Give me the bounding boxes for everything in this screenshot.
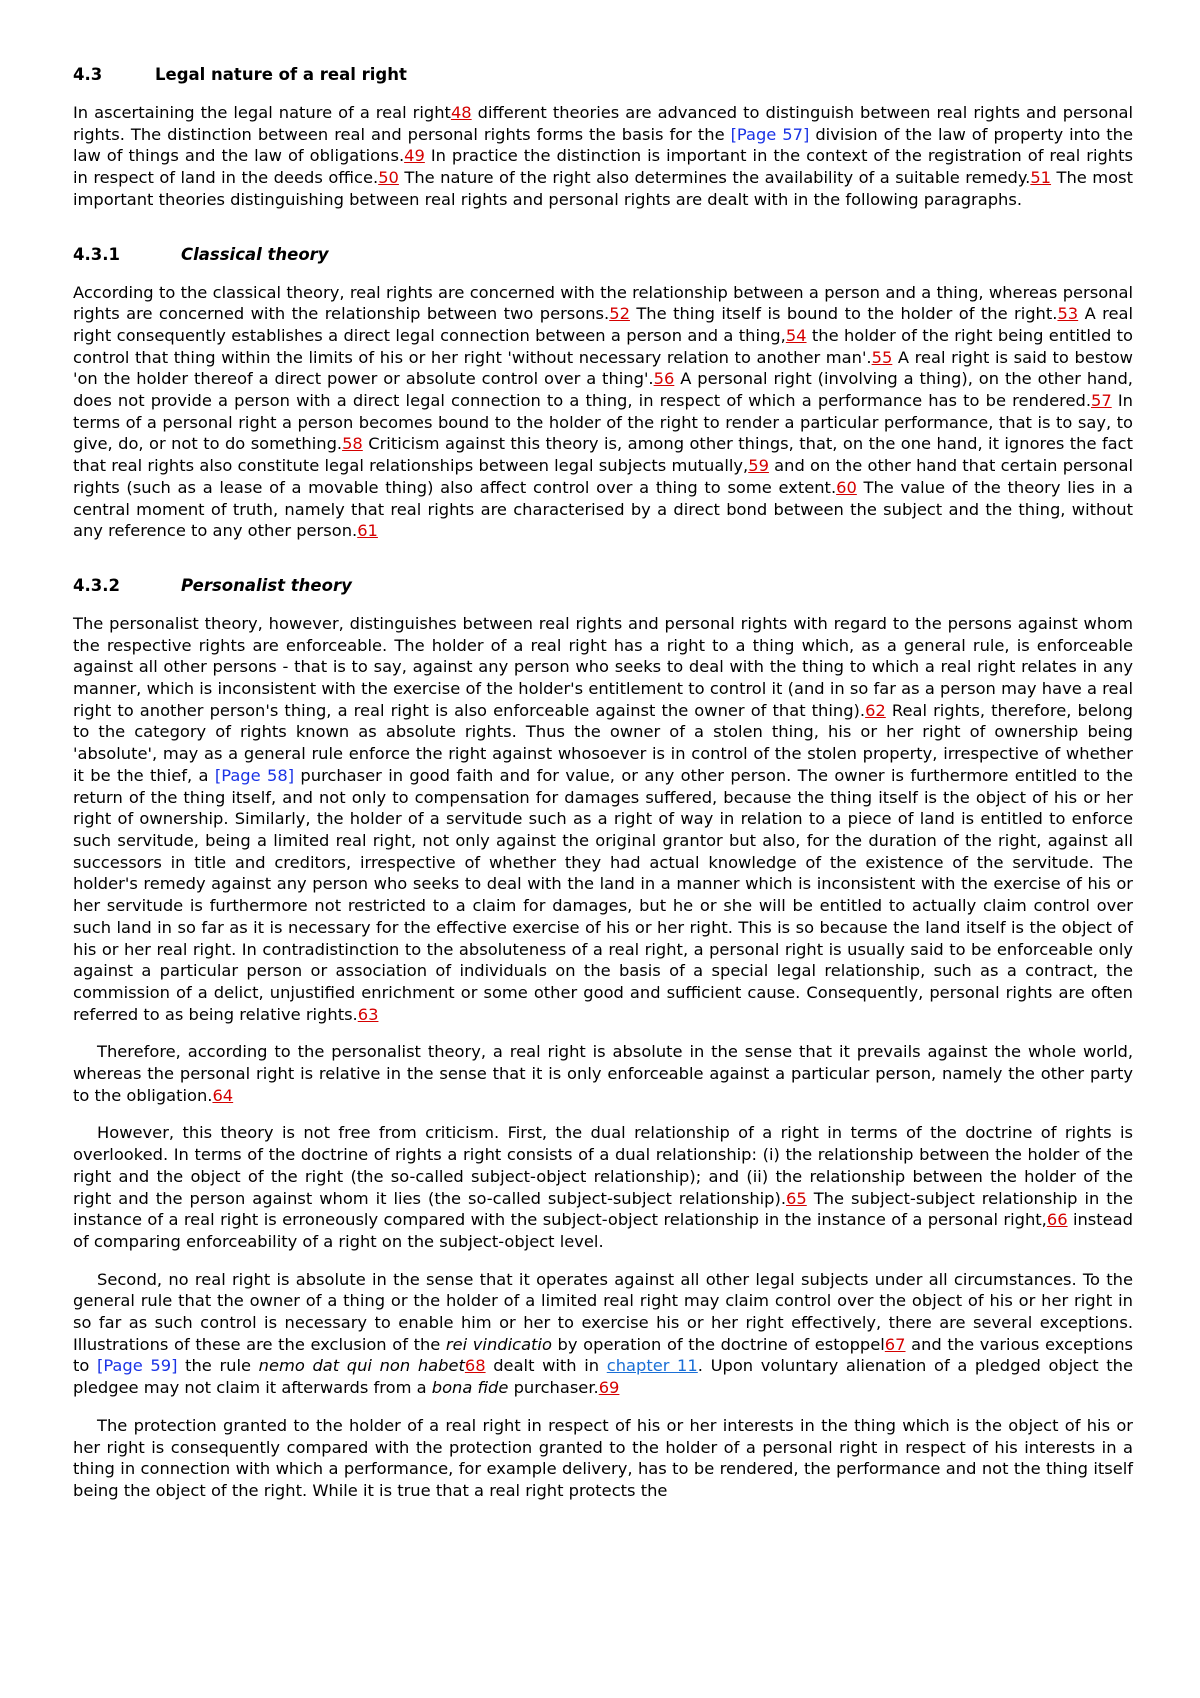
section-title: Classical theory bbox=[181, 244, 329, 264]
footnote-link-66[interactable]: 66 bbox=[1046, 1210, 1068, 1230]
footnote-link-48[interactable]: 48 bbox=[450, 103, 472, 122]
paragraph-criticism-second: Second, no real right is absolute in the sense that it operates against all other legal subjects under all circumstances. To the general rule that the owner of a thing or the holder of a limited real right may claim control over the object of his or her right in so far as such control is necessary to enable him or her to exercise his or her right effectively, there are several exceptions. Illustrations of these are the exclusion of the rei vindicatio by operation of the doctrine of estoppel67 and the various exceptions to [Page 59] the rule nemo dat qui non habet68 dealt with in chapter 11. Upon voluntary alienation of a pledged object the pledgee may not claim it afterwards from a bona fide purchaser.69 bbox=[73, 1269, 1134, 1398]
footnote-link-58[interactable]: 58 bbox=[342, 434, 363, 454]
paragraph-criticism-first: However, this theory is not free from criticism. First, the dual relationship of a right in terms of the doctrine of rights is overlooked. In terms of the doctrine of rights a right consists of a dual relationship: (i) the relationship between the holder of the right and the object of the right (the so-called subject-object relationship); and (ii) the relationship between the holder of the right and the person against whom it lies (the so-called subject-subject relationship).65 The subject-subject relationship in the instance of a real right is erroneously compared with the subject-object relationship in the instance of a personal right,66 instead of comparing enforceability of a right on the subject-object level. bbox=[73, 1123, 1133, 1251]
footnote-link-61[interactable]: 61 bbox=[357, 521, 378, 541]
section-number: 4.3 bbox=[73, 65, 103, 84]
section-title: Legal nature of a real right bbox=[155, 65, 407, 84]
section-heading-4-3-1 bbox=[73, 243, 1133, 267]
footnote-link-62[interactable]: 62 bbox=[865, 700, 886, 720]
footnote-link-54[interactable]: 54 bbox=[785, 325, 807, 345]
footnote-link-69[interactable]: 69 bbox=[598, 1378, 620, 1398]
latin-term: bona fide bbox=[431, 1378, 509, 1398]
footnote-link-51[interactable]: 51 bbox=[1030, 168, 1052, 188]
section-heading-4-3 bbox=[73, 63, 1133, 87]
footnote-link-64[interactable]: 64 bbox=[212, 1085, 234, 1105]
page-marker-58: [Page 58] bbox=[214, 765, 295, 785]
paragraph-protection: The protection granted to the holder of a real right in respect of his or her interests in the thing which is the object of his or her right is consequently compared with the protection granted to the holder of a personal right in respect of his interests in a thing in connection with which a performance, for example delivery, has to be rendered, the performance and not the thing itself being the object of the right. While it is true that a real right protects the bbox=[73, 1415, 1133, 1500]
document-page bbox=[73, 63, 1133, 1502]
section-title: Personalist theory bbox=[181, 575, 352, 595]
footnote-link-56[interactable]: 56 bbox=[653, 369, 675, 389]
latin-term: nemo dat qui non habet bbox=[258, 1356, 465, 1376]
paragraph-personalist-theory: The personalist theory, however, distinguishes between real rights and personal rights with regard to the persons against whom the respective rights are enforceable. The holder of a real right has a right to a thing which, as a general rule, is enforceable against all other persons - that is to say, against any person who seeks to deal with the thing to which a real right relates in any manner, which is inconsistent with the exercise of the holder's entitlement to control it (and in so far as a person may have a real right to another person's thing, a real right is also enforceable against the owner of that thing).62 Real rights, therefore, belong to the category of rights known as absolute rights. Thus the owner of a stolen thing, his or her right of ownership being 'absolute', may as a general rule enforce the right against whosoever is in control of the stolen property, irrespective of whether it be the thief, a [Page 58] purchaser in good faith and for value, or any other person. The owner is furthermore entitled to the return of the thing itself, and not only to compensation for damages suffered, because the thing itself is the object of his or her right of ownership. Similarly, the holder of a servitude such as a right of way in relation to a piece of land is entitled to enforce such servitude, being a limited real right, not only against the original grantor but also, for the duration of the right, against all successors in title and creditors, irrespective of whether they had actual knowledge of the existence of the servitude. The holder's remedy against any person who seeks to deal with the land in a manner which is inconsistent with the exercise of his or her servitude is furthermore not restricted to a claim for damages, but he or she will be entitled to actually claim control over such land in so far as it is necessary for the effective exercise of his or her right. This is so because the land itself is the object of his or her real right. In contradistinction to the absoluteness of a real right, a personal right is usually said to be enforceable only against a particular person or association of individuals on the basis of a special legal relationship, such as a contract, the commission of a delict, unjustified enrichment or some other good and sufficient cause. Consequently, personal rights are often referred to as being relative rights.63 bbox=[73, 613, 1133, 1024]
paragraph-legal-nature: In ascertaining the legal nature of a real right48 different theories are advanced to distinguish between real rights and personal rights. The distinction between real and personal rights forms the basis for the [Page 57] division of the law of property into the law of things and the law of obligations.49 In practice the distinction is important in the context of the registration of real rights in respect of land in the deeds office.50 The nature of the right also determines the availability of a suitable remedy.51 The most important theories distinguishing between real rights and personal rights are dealt with in the following paragraphs. bbox=[73, 103, 1134, 209]
footnote-link-59[interactable]: 59 bbox=[748, 456, 769, 476]
footnote-link-53[interactable]: 53 bbox=[1057, 304, 1079, 324]
footnote-link-65[interactable]: 65 bbox=[786, 1188, 807, 1208]
footnote-link-52[interactable]: 52 bbox=[609, 304, 630, 324]
chapter-11-link[interactable]: chapter 11 bbox=[606, 1356, 698, 1376]
footnote-link-67[interactable]: 67 bbox=[884, 1334, 906, 1354]
footnote-link-60[interactable]: 60 bbox=[836, 477, 857, 497]
section-number: 4.3.1 bbox=[73, 244, 120, 264]
section-heading-4-3-2 bbox=[73, 574, 1133, 598]
latin-term: rei vindicatio bbox=[445, 1334, 552, 1354]
footnote-link-49[interactable]: 49 bbox=[404, 146, 425, 166]
page-marker-57: [Page 57] bbox=[730, 124, 810, 144]
footnote-link-55[interactable]: 55 bbox=[871, 347, 893, 367]
paragraph-classical-theory: According to the classical theory, real rights are concerned with the relationship between a person and a thing, whereas personal rights are concerned with the relationship between two persons.52 The thing itself is bound to the holder of the right.53 A real right consequently establishes a direct legal connection between a person and a thing,54 the holder of the right being entitled to control that thing within the limits of his or her right 'without necessary relation to another man'.55 A real right is said to bestow 'on the holder thereof a direct power or absolute control over a thing'.56 A personal right (involving a thing), on the other hand, does not provide a person with a direct legal connection to a thing, in respect of which a performance has to be rendered.57 In terms of a personal right a person becomes bound to the holder of the right to render a particular performance, that is to say, to give, do, or not to do something.58 Criticism against this theory is, among other things, that, on the one hand, it ignores the fact that real rights also constitute legal relationships between legal subjects mutually,59 and on the other hand that certain personal rights (such as a lease of a movable thing) also affect control over a thing to some extent.60 The value of the theory lies in a central moment of truth, namely that real rights are characterised by a direct bond between the subject and the thing, without any reference to any other person.61 bbox=[73, 282, 1134, 541]
paragraph-absolute-relative: Therefore, according to the personalist theory, a real right is absolute in the sense that it prevails against the whole world, whereas the personal right is relative in the sense that it is only enforceable against a particular person, namely the other party to the obligation.64 bbox=[73, 1042, 1133, 1105]
footnote-link-68[interactable]: 68 bbox=[464, 1356, 486, 1376]
footnote-link-50[interactable]: 50 bbox=[378, 168, 399, 188]
page-marker-59: [Page 59] bbox=[96, 1356, 178, 1376]
section-number: 4.3.2 bbox=[73, 575, 120, 595]
footnote-link-57[interactable]: 57 bbox=[1091, 391, 1112, 411]
footnote-link-63[interactable]: 63 bbox=[357, 1004, 379, 1024]
